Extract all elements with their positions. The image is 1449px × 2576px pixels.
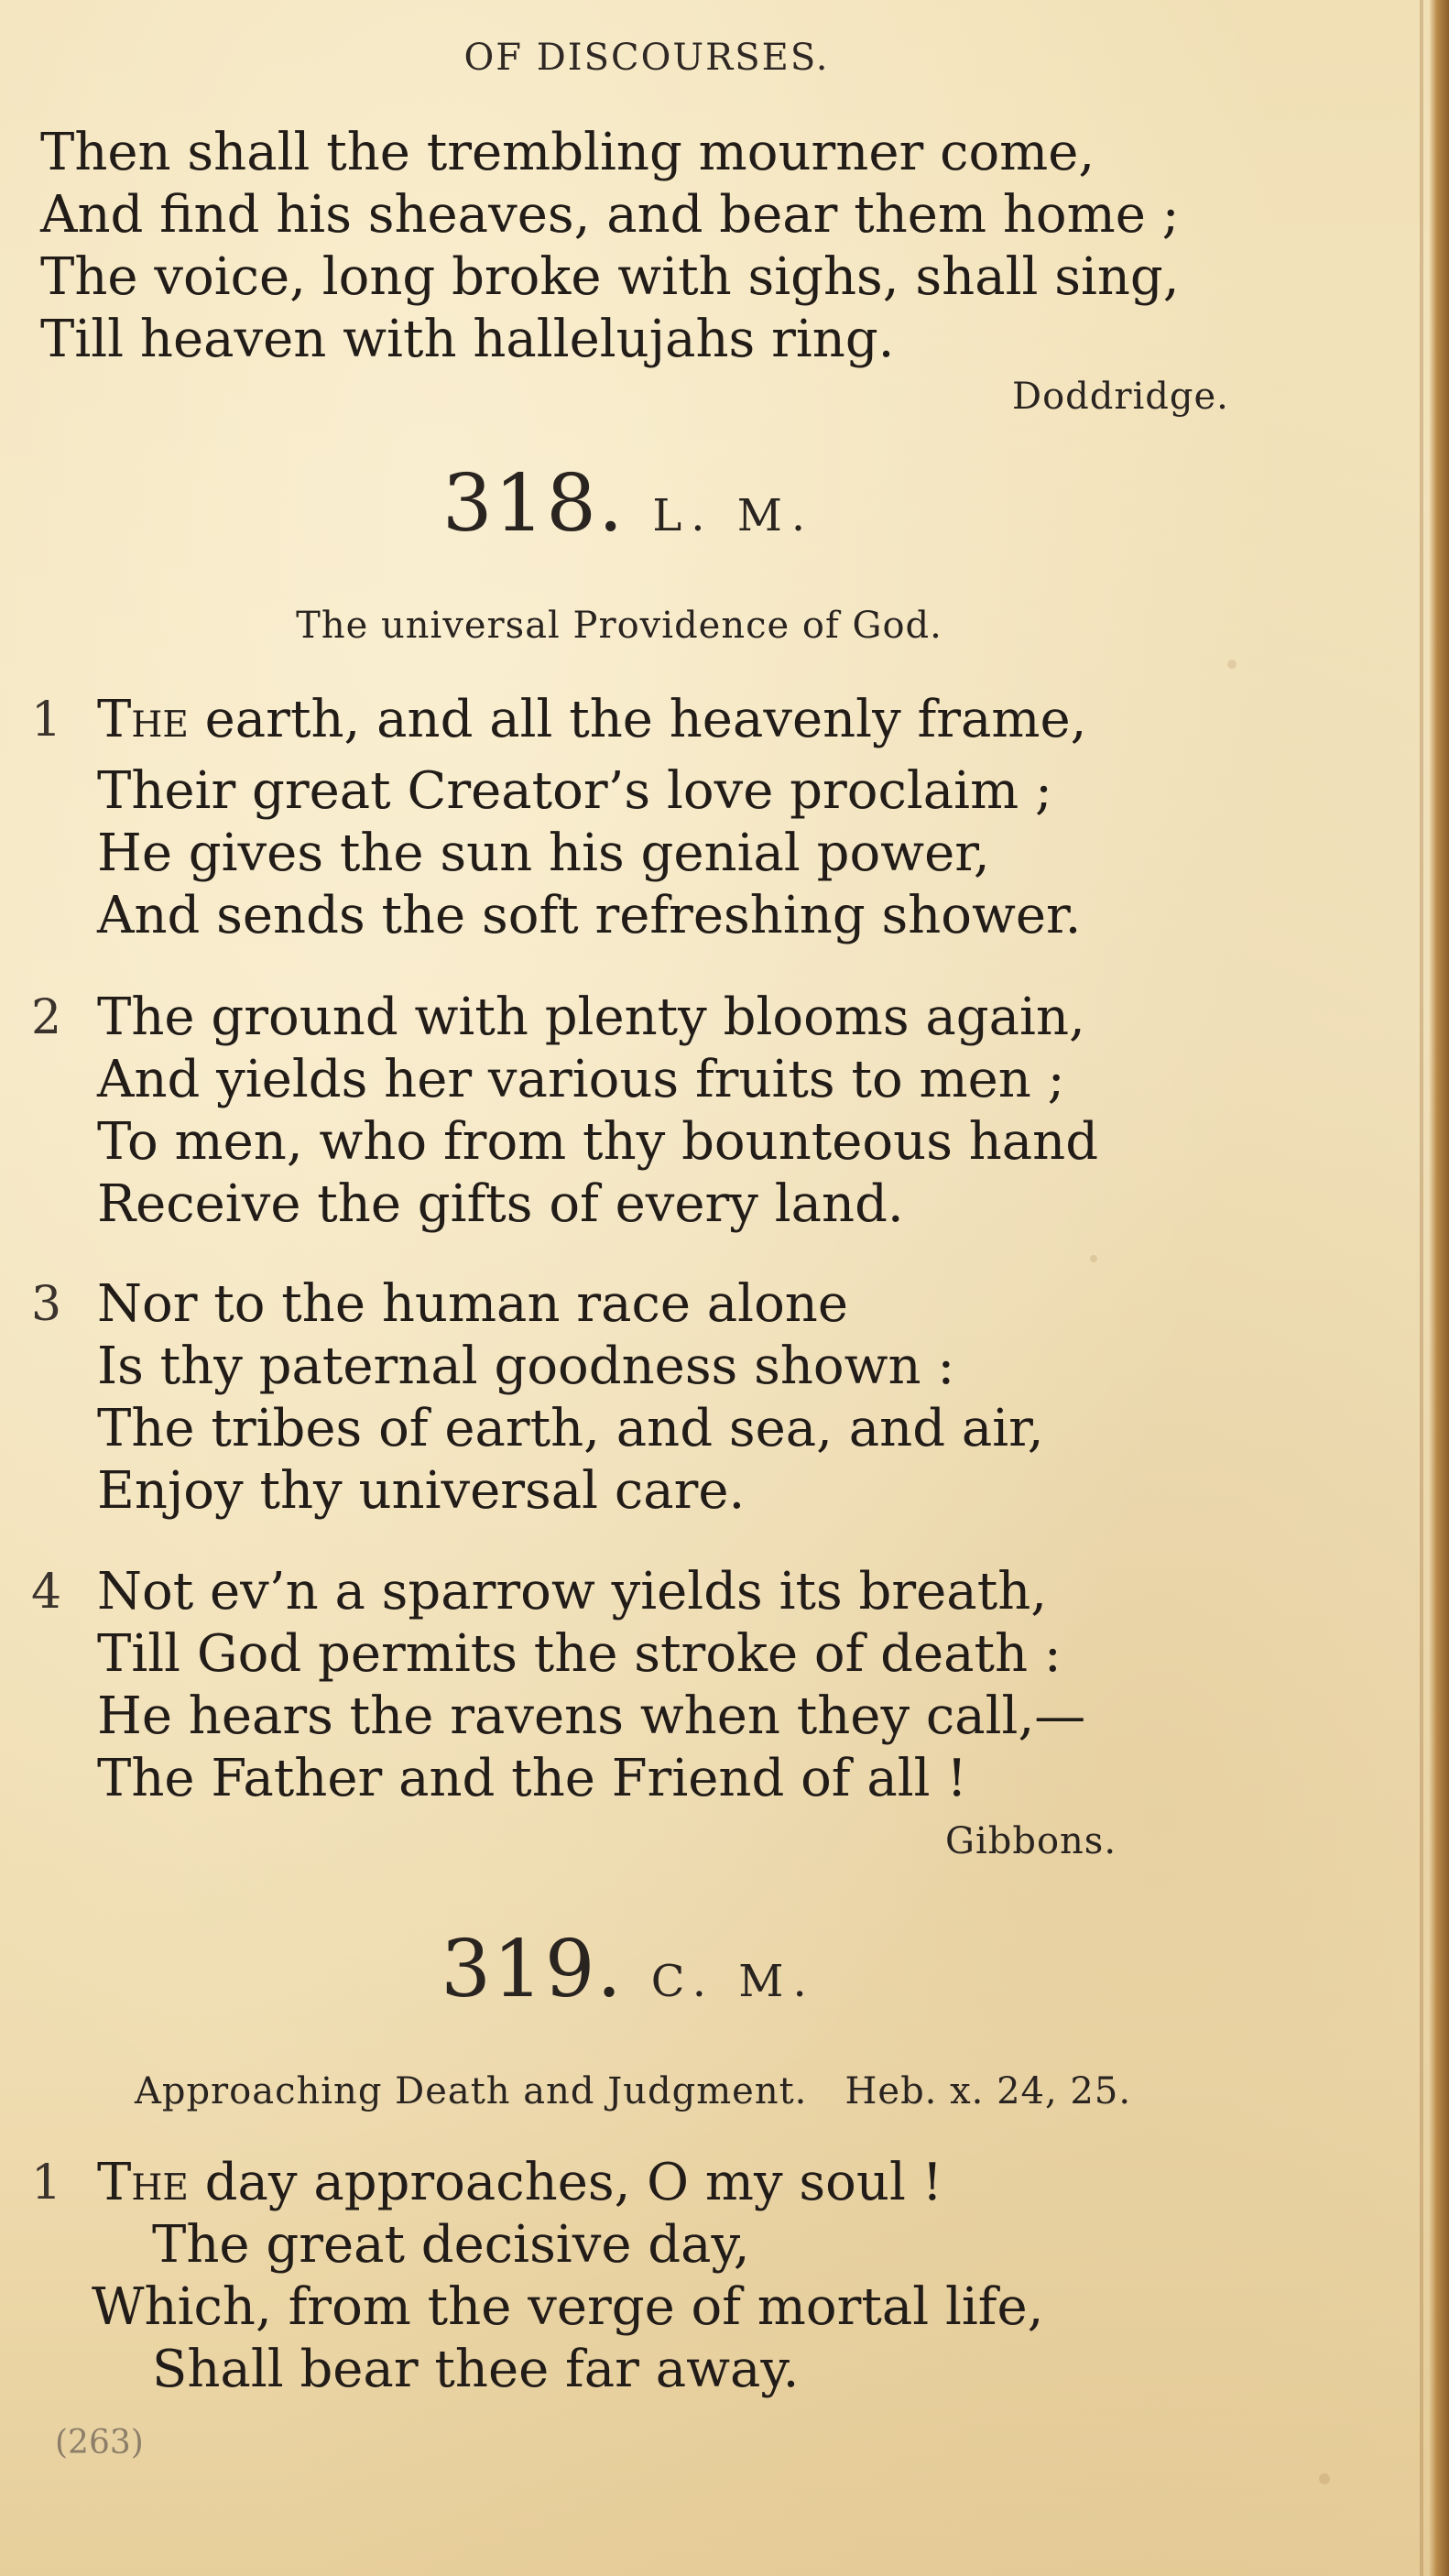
verse-line: Which, from the verge of mortal life, <box>92 2277 1044 2337</box>
stanza-number: 4 <box>31 1565 62 1620</box>
stanza-number: 2 <box>31 990 62 1045</box>
hymn-title: Approaching Death and Judgment. Heb. x. 24, 25. <box>134 2070 1132 2112</box>
verse-line: Till heaven with hallelujahs ring. <box>40 310 895 369</box>
first-word: The <box>97 690 189 749</box>
verse-line: Receive the gifts of every land. <box>97 1174 904 1234</box>
verse-line: Shall bear thee far away. <box>152 2340 800 2399</box>
verse-line: Then shall the trembling mourner come, <box>40 123 1095 182</box>
verse-line: Not ev’n a sparrow yields its breath, <box>97 1562 1048 1621</box>
verse-line: Till God permits the stroke of death : <box>97 1624 1062 1684</box>
verse-line: Enjoy thy universal care. <box>97 1461 746 1521</box>
author-attribution: Doddridge. <box>1012 376 1229 418</box>
foxing-spot <box>1090 1255 1097 1262</box>
verse-line: The ground with plenty blooms again, <box>97 988 1085 1047</box>
line-rest: earth, and all the heavenly frame, <box>188 690 1087 749</box>
hymn-heading <box>0 1924 1449 2015</box>
stanza-number: 1 <box>31 2156 62 2210</box>
hymn-meter: C. M. <box>650 1956 816 2007</box>
hymn-number: 319. <box>441 1924 624 2015</box>
verse-line <box>97 2152 942 2214</box>
verse-line: The Father and the Friend of all ! <box>97 1749 967 1808</box>
hymn-number: 318. <box>441 458 626 550</box>
verse-line: And sends the soft refreshing shower. <box>97 886 1082 945</box>
verse-line: He hears the ravens when they call,— <box>97 1686 1086 1746</box>
page-number: (263) <box>55 2424 144 2461</box>
page-edge-shadow <box>1420 0 1423 2576</box>
stanza-number: 3 <box>31 1277 62 1332</box>
verse-line: And yields her various fruits to men ; <box>97 1050 1065 1109</box>
verse-line <box>97 689 1086 751</box>
verse-line: And find his sheaves, and bear them home ; <box>40 185 1180 245</box>
verse-line: To men, who from thy bounteous hand <box>97 1112 1099 1172</box>
first-word: The <box>97 2153 189 2212</box>
foxing-spot <box>1319 2473 1330 2484</box>
author-attribution: Gibbons. <box>945 1820 1117 1862</box>
line-rest: day approaches, O my soul ! <box>188 2153 943 2212</box>
stanza-number: 1 <box>31 693 62 748</box>
verse-line: Is thy paternal goodness shown : <box>97 1337 955 1396</box>
verse-line: The tribes of earth, and sea, and air, <box>97 1399 1044 1458</box>
page-fore-edge <box>1429 0 1449 2576</box>
hymn-title: The universal Providence of God. <box>296 605 942 647</box>
verse-line: The voice, long broke with sighs, shall sing, <box>40 247 1180 307</box>
hymn-meter: L. M. <box>652 490 815 541</box>
running-head: OF DISCOURSES. <box>463 37 830 79</box>
verse-line: Nor to the human race alone <box>97 1274 848 1334</box>
verse-line: Their great Creator’s love proclaim ; <box>97 761 1052 821</box>
foxing-spot <box>1227 660 1237 669</box>
hymn-heading <box>0 458 1449 550</box>
verse-line: He gives the sun his genial power, <box>97 824 990 883</box>
verse-line: The great decisive day, <box>152 2215 750 2275</box>
